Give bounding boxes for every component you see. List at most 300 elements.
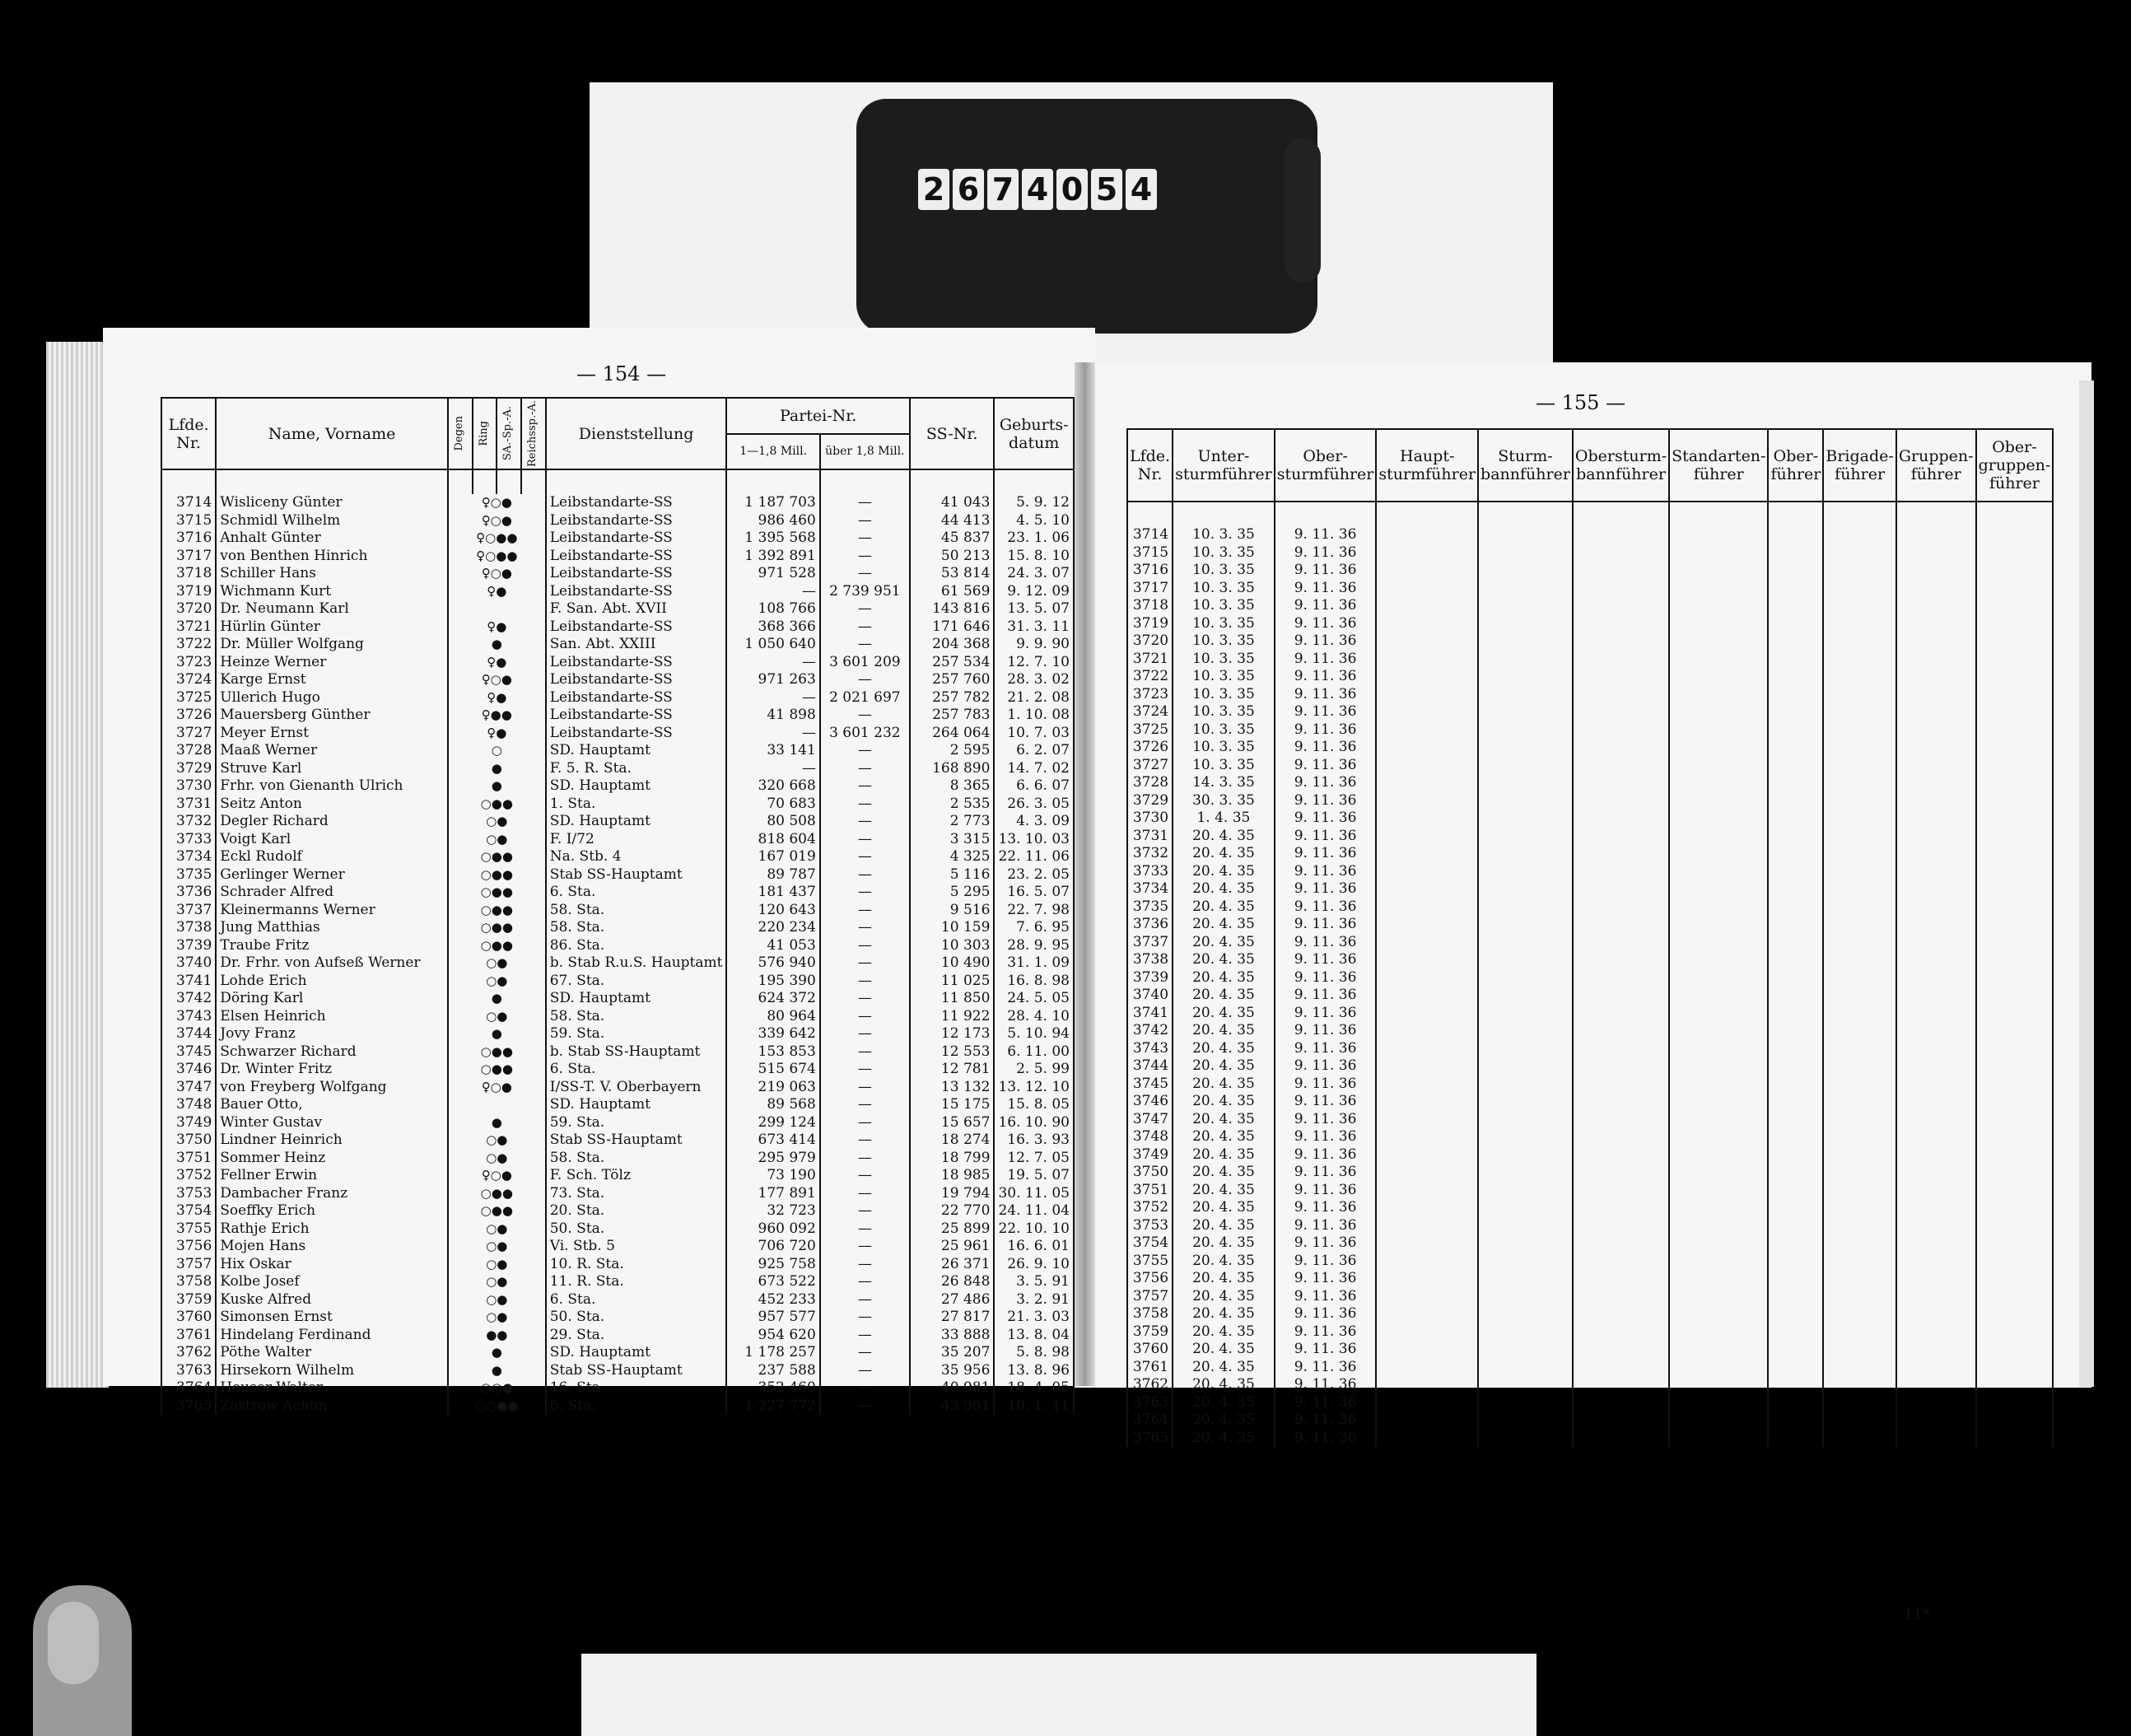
row-name: Schwarzer Richard [216,1043,448,1062]
row-partei-2: — [820,1061,910,1079]
row-empty-cell [1823,969,1896,987]
row-empty-cell [1976,668,2054,686]
row-empty-cell [1669,1412,1768,1430]
row-name: Schiller Hans [216,565,448,583]
row-partei-1: 80 964 [726,1008,819,1026]
row-name: Seitz Anton [216,796,448,814]
table-row [161,1150,1074,1168]
row-empty-cell [1478,651,1573,669]
row-empty-cell [1823,934,1896,952]
row-empty-cell [1976,651,2054,669]
row-ss-nr: 257 783 [910,707,995,725]
row-empty-cell [1976,1111,2054,1129]
row-empty-cell [1573,597,1669,615]
row-empty-cell [1376,1199,1478,1217]
table-row [1127,1412,2053,1430]
row-marks: ○● [448,1220,546,1239]
table-row [1127,969,2053,987]
row-dienststellung: 6. Sta. [546,1061,727,1079]
row-empty-cell [1896,1288,1976,1306]
row-dienststellung: Leibstandarte-SS [546,654,727,672]
row-partei-2: — [820,973,910,991]
row-marks: ♀○● [448,1167,546,1185]
row-empty-cell [1376,1430,1478,1448]
row-empty-cell [1823,810,1896,828]
row-obersturmfuehrer: 9. 11. 36 [1275,845,1377,863]
row-empty-cell [1669,1288,1768,1306]
row-empty-cell [1478,1076,1573,1094]
row-partei-2: — [820,1344,910,1362]
row-partei-2: — [820,1096,910,1114]
row-empty-cell [1478,721,1573,740]
row-number: 3724 [1127,703,1173,721]
row-number: 3754 [1127,1234,1173,1253]
row-marks: ● [448,1114,546,1132]
row-geburtsdatum: 30. 11. 05 [994,1185,1074,1203]
row-untersturmfuehrer: 10. 3. 35 [1173,686,1275,704]
row-dienststellung: Leibstandarte-SS [546,494,727,512]
row-dienststellung: Leibstandarte-SS [546,689,727,707]
row-untersturmfuehrer: 20. 4. 35 [1173,1005,1275,1023]
counter-digit: 5 [1091,169,1122,210]
row-empty-cell [1823,1234,1896,1253]
table-row [1127,1022,2053,1040]
row-empty-cell [1669,1128,1768,1146]
row-name: Hirsekorn Wilhelm [216,1362,448,1380]
row-empty-cell [1896,544,1976,562]
table-row [161,654,1074,672]
row-empty-cell [1376,845,1478,863]
row-partei-1: 957 577 [726,1309,819,1327]
row-empty-cell [1823,863,1896,881]
row-name: Gerlinger Werner [216,866,448,884]
row-empty-cell [1976,1234,2054,1253]
row-empty-cell [1896,668,1976,686]
row-empty-cell [1976,845,2054,863]
row-partei-1: 195 390 [726,973,819,991]
row-empty-cell [1573,1359,1669,1377]
table-row [1127,1146,2053,1164]
row-name: Rathje Erich [216,1220,448,1239]
row-untersturmfuehrer: 20. 4. 35 [1173,934,1275,952]
row-number: 3717 [1127,580,1173,598]
row-marks: ○● [448,1150,546,1168]
row-number: 3752 [161,1167,216,1185]
row-partei-2: 2 021 697 [820,689,910,707]
row-name: Voigt Karl [216,831,448,849]
row-partei-1: 167 019 [726,848,819,866]
row-name: Maaß Werner [216,742,448,760]
row-marks: ♀○● [448,671,546,689]
row-ss-nr: 50 213 [910,548,995,566]
row-partei-2: — [820,707,910,725]
row-empty-cell [1478,1270,1573,1288]
row-empty-cell [1768,792,1823,810]
row-empty-cell [1376,1164,1478,1182]
table-row [1127,1305,2053,1323]
row-obersturmfuehrer: 9. 11. 36 [1275,1128,1377,1146]
left-page-number: — 154 — [576,362,667,385]
row-ss-nr: 26 848 [910,1273,995,1291]
row-name: Kleinermanns Werner [216,902,448,920]
table-row [1127,934,2053,952]
row-partei-2: — [820,1256,910,1274]
row-obersturmfuehrer: 9. 11. 36 [1275,1430,1377,1448]
row-empty-cell [1768,1022,1823,1040]
row-empty-cell [1976,1164,2054,1182]
row-empty-cell [1376,615,1478,633]
row-dienststellung: 6. Sta. [546,884,727,902]
row-partei-1: 320 668 [726,777,819,796]
row-empty-cell [1669,792,1768,810]
row-empty-cell [1669,1146,1768,1164]
row-partei-1: 237 588 [726,1362,819,1380]
background-paper-bottom [581,1654,1536,1736]
row-empty-cell [1896,1323,1976,1342]
row-marks: ○●● [448,902,546,920]
table-row [161,760,1074,778]
row-empty-cell [1669,863,1768,881]
row-empty-cell [1478,1323,1573,1342]
row-empty-cell [1573,828,1669,846]
row-empty-cell [1768,1412,1823,1430]
row-partei-2: — [820,671,910,689]
table-row [1127,686,2053,704]
row-number: 3750 [1127,1164,1173,1182]
row-obersturmfuehrer: 9. 11. 36 [1275,1234,1377,1253]
table-row [161,884,1074,902]
table-row [161,1220,1074,1239]
row-empty-cell [1768,951,1823,969]
row-empty-cell [1669,1376,1768,1394]
row-empty-cell [1976,1323,2054,1342]
row-partei-2: — [820,530,910,548]
table-row [161,937,1074,955]
row-partei-1: 971 263 [726,671,819,689]
row-name: Hindelang Ferdinand [216,1327,448,1345]
row-empty-cell [1669,1040,1768,1058]
row-untersturmfuehrer: 20. 4. 35 [1173,1111,1275,1129]
row-empty-cell [1669,810,1768,828]
row-empty-cell [1669,1164,1768,1182]
row-empty-cell [1573,1341,1669,1359]
row-partei-2: — [820,848,910,866]
table-row [161,1132,1074,1150]
row-empty-cell [1478,686,1573,704]
row-empty-cell [1573,792,1669,810]
row-untersturmfuehrer: 20. 4. 35 [1173,1076,1275,1094]
row-empty-cell [1976,1022,2054,1040]
row-untersturmfuehrer: 20. 4. 35 [1173,916,1275,934]
row-empty-cell [1376,1323,1478,1342]
row-number: 3729 [1127,792,1173,810]
counter-digit: 4 [1022,169,1053,210]
row-geburtsdatum: 13. 10. 03 [994,831,1074,849]
row-geburtsdatum: 15. 8. 10 [994,548,1074,566]
right-col-header: Unter- sturmführer [1173,429,1275,502]
row-empty-cell [1896,1412,1976,1430]
row-name: Karge Ernst [216,671,448,689]
row-geburtsdatum: 5. 9. 12 [994,494,1074,512]
row-obersturmfuehrer: 9. 11. 36 [1275,1164,1377,1182]
row-empty-cell [1823,580,1896,598]
row-empty-cell [1376,987,1478,1005]
row-untersturmfuehrer: 20. 4. 35 [1173,828,1275,846]
table-row [1127,1057,2053,1076]
row-dienststellung: F. Sch. Tölz [546,1167,727,1185]
row-partei-1: 70 683 [726,796,819,814]
row-obersturmfuehrer: 9. 11. 36 [1275,721,1377,740]
row-number: 3755 [1127,1253,1173,1271]
row-number: 3717 [161,548,216,566]
row-empty-cell [1768,757,1823,775]
row-empty-cell [1376,580,1478,598]
table-row [161,742,1074,760]
counter-digit: 6 [953,169,984,210]
row-geburtsdatum: 13. 8. 96 [994,1362,1074,1380]
row-ss-nr: 11 922 [910,1008,995,1026]
row-empty-cell [1823,1323,1896,1342]
row-empty-cell [1376,774,1478,792]
row-empty-cell [1478,1005,1573,1023]
table-row [161,725,1074,743]
row-marks [448,600,546,618]
row-name: Soeffky Erich [216,1202,448,1220]
row-empty-cell [1573,615,1669,633]
row-ss-nr: 43 961 [910,1398,995,1416]
row-dienststellung: 50. Sta. [546,1309,727,1327]
row-empty-cell [1478,1182,1573,1200]
right-promotion-table [1126,428,2054,1447]
row-untersturmfuehrer: 20. 4. 35 [1173,1182,1275,1200]
row-empty-cell [1573,1093,1669,1111]
row-empty-cell [1768,668,1823,686]
row-partei-1: 219 063 [726,1079,819,1097]
row-empty-cell [1669,1182,1768,1200]
row-empty-cell [1823,651,1896,669]
row-marks: ○●● [448,1061,546,1079]
table-row [161,1291,1074,1309]
row-number: 3741 [161,973,216,991]
col-dienststellung: Dienststellung [546,398,727,469]
row-empty-cell [1478,916,1573,934]
row-ss-nr: 45 837 [910,530,995,548]
row-marks: ○● [448,813,546,831]
row-empty-cell [1896,1199,1976,1217]
row-marks: ○ [448,742,546,760]
row-number: 3720 [1127,632,1173,651]
row-number: 3761 [161,1327,216,1345]
table-row [161,777,1074,796]
row-obersturmfuehrer: 9. 11. 36 [1275,774,1377,792]
row-untersturmfuehrer: 1. 4. 35 [1173,810,1275,828]
row-geburtsdatum: 2. 5. 99 [994,1061,1074,1079]
row-empty-cell [1478,880,1573,898]
row-empty-cell [1768,651,1823,669]
row-dienststellung: 59. Sta. [546,1025,727,1043]
row-empty-cell [1573,1164,1669,1182]
row-empty-cell [1573,1394,1669,1412]
row-obersturmfuehrer: 9. 11. 36 [1275,1040,1377,1058]
row-partei-2: — [820,1273,910,1291]
row-empty-cell [1669,526,1768,544]
row-dienststellung: 58. Sta. [546,902,727,920]
row-untersturmfuehrer: 20. 4. 35 [1173,1128,1275,1146]
row-empty-cell [1573,863,1669,881]
row-obersturmfuehrer: 9. 11. 36 [1275,898,1377,917]
table-row [161,548,1074,566]
row-empty-cell [1478,898,1573,917]
row-partei-1: — [726,725,819,743]
row-marks: ○● [448,973,546,991]
row-empty-cell [1669,668,1768,686]
row-empty-cell [1896,1430,1976,1448]
table-row [1127,1005,2053,1023]
row-number: 3764 [161,1379,216,1398]
right-col-header: Haupt- sturmführer [1376,429,1478,502]
row-marks: ♀○● [448,565,546,583]
row-obersturmfuehrer: 9. 11. 36 [1275,651,1377,669]
row-untersturmfuehrer: 14. 3. 35 [1173,774,1275,792]
row-dienststellung: 58. Sta. [546,1008,727,1026]
row-empty-cell [1976,526,2054,544]
row-number: 3742 [161,990,216,1008]
row-empty-cell [1573,1057,1669,1076]
row-obersturmfuehrer: 9. 11. 36 [1275,1005,1377,1023]
right-page-number: — 155 — [1536,391,1626,414]
row-obersturmfuehrer: 9. 11. 36 [1275,544,1377,562]
row-empty-cell [1669,1005,1768,1023]
row-dienststellung: 59. Sta. [546,1114,727,1132]
row-empty-cell [1976,1182,2054,1200]
row-empty-cell [1896,916,1976,934]
row-dienststellung: Leibstandarte-SS [546,565,727,583]
right-col-header: Ober- sturmführer [1275,429,1377,502]
row-empty-cell [1896,1057,1976,1076]
row-empty-cell [1573,810,1669,828]
table-row [1127,1111,2053,1129]
row-geburtsdatum: 16. 10. 90 [994,1114,1074,1132]
row-name: Degler Richard [216,813,448,831]
row-ss-nr: 18 985 [910,1167,995,1185]
table-row [161,1238,1074,1256]
row-untersturmfuehrer: 20. 4. 35 [1173,951,1275,969]
row-empty-cell [1976,1199,2054,1217]
row-partei-2: — [820,1132,910,1150]
row-empty-cell [1976,916,2054,934]
row-untersturmfuehrer: 20. 4. 35 [1173,1394,1275,1412]
row-empty-cell [1573,1217,1669,1235]
row-marks: ○●● [448,937,546,955]
row-number: 3758 [1127,1305,1173,1323]
row-empty-cell [1573,1412,1669,1430]
row-ss-nr: 15 175 [910,1096,995,1114]
row-name: Schrader Alfred [216,884,448,902]
table-row [161,565,1074,583]
row-empty-cell [1573,1076,1669,1094]
row-obersturmfuehrer: 9. 11. 36 [1275,969,1377,987]
row-obersturmfuehrer: 9. 11. 36 [1275,615,1377,633]
row-untersturmfuehrer: 20. 4. 35 [1173,863,1275,881]
row-empty-cell [1478,580,1573,598]
row-obersturmfuehrer: 9. 11. 36 [1275,562,1377,580]
table-row [1127,1270,2053,1288]
row-ss-nr: 4 325 [910,848,995,866]
row-empty-cell [1823,1057,1896,1076]
row-empty-cell [1896,1253,1976,1271]
row-empty-cell [1669,1076,1768,1094]
row-number: 3732 [161,813,216,831]
row-empty-cell [1976,1394,2054,1412]
row-obersturmfuehrer: 9. 11. 36 [1275,668,1377,686]
row-empty-cell [1573,686,1669,704]
row-name: Lohde Erich [216,973,448,991]
row-obersturmfuehrer: 9. 11. 36 [1275,1199,1377,1217]
row-empty-cell [1896,580,1976,598]
row-obersturmfuehrer: 9. 11. 36 [1275,1359,1377,1377]
row-dienststellung: b. Stab R.u.S. Hauptamt [546,954,727,973]
row-geburtsdatum: 19. 5. 07 [994,1167,1074,1185]
row-number: 3759 [161,1291,216,1309]
row-partei-2: 2 739 951 [820,583,910,601]
row-untersturmfuehrer: 10. 3. 35 [1173,739,1275,757]
row-marks: ♀○● [448,512,546,530]
row-obersturmfuehrer: 9. 11. 36 [1275,1076,1377,1094]
row-empty-cell [1768,1323,1823,1342]
row-empty-cell [1823,1199,1896,1217]
row-number: 3719 [1127,615,1173,633]
row-empty-cell [1376,1253,1478,1271]
row-number: 3716 [1127,562,1173,580]
row-number: 3744 [161,1025,216,1043]
row-dienststellung: F. San. Abt. XVII [546,600,727,618]
row-partei-2: — [820,1238,910,1256]
row-empty-cell [1478,1199,1573,1217]
row-ss-nr: 25 961 [910,1238,995,1256]
row-empty-cell [1896,810,1976,828]
row-empty-cell [1823,757,1896,775]
right-col-header: Ober- gruppen- führer [1976,429,2054,502]
row-partei-1: 295 979 [726,1150,819,1168]
row-empty-cell [1976,828,2054,846]
table-row [161,902,1074,920]
row-partei-1: 960 092 [726,1220,819,1239]
row-marks: ○●● [448,796,546,814]
row-partei-2: — [820,866,910,884]
row-empty-cell [1478,1128,1573,1146]
row-empty-cell [1669,1253,1768,1271]
row-empty-cell [1669,880,1768,898]
row-obersturmfuehrer: 9. 11. 36 [1275,792,1377,810]
table-row [161,583,1074,601]
table-row [1127,1164,2053,1182]
row-empty-cell [1376,562,1478,580]
row-marks: ● [448,1344,546,1362]
row-empty-cell [1976,880,2054,898]
row-geburtsdatum: 28. 9. 95 [994,937,1074,955]
row-geburtsdatum: 9. 12. 09 [994,583,1074,601]
row-number: 3736 [1127,916,1173,934]
row-empty-cell [1573,898,1669,917]
row-obersturmfuehrer: 9. 11. 36 [1275,1394,1377,1412]
row-empty-cell [1823,1182,1896,1200]
row-number: 3755 [161,1220,216,1239]
row-empty-cell [1478,951,1573,969]
row-number: 3748 [161,1096,216,1114]
row-ss-nr: 257 534 [910,654,995,672]
row-name: Dr. Frhr. von Aufseß Werner [216,954,448,973]
row-empty-cell [1768,1305,1823,1323]
